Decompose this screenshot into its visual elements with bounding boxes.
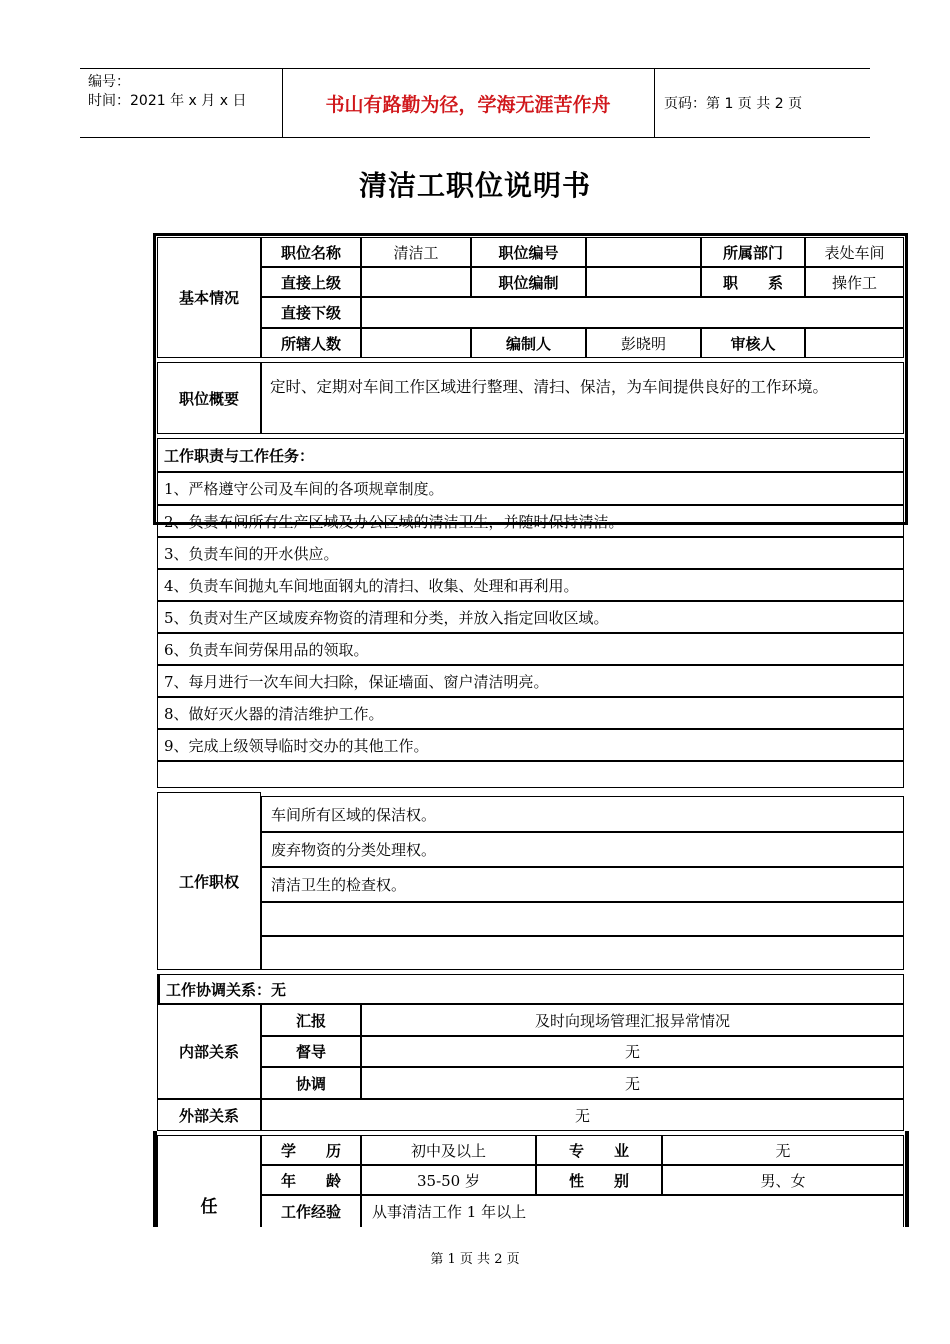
coordination-value: 无 <box>361 1036 904 1067</box>
department-label: 所属部门 <box>701 237 805 267</box>
header-motto: 书山有路勤为径，学海无涯苦作舟 <box>325 93 611 116</box>
summary-label: 职位概要 <box>157 362 261 434</box>
rank-value: 操作工 <box>805 267 904 297</box>
duty-item: 5、负责对生产区域废弃物资的清理和分类，并放入指定回收区域。 <box>157 601 904 633</box>
subordinate-value <box>361 297 904 328</box>
coordination-type-label: 协调 <box>261 1067 361 1099</box>
age-label: 年 龄 <box>261 1165 361 1195</box>
position-code-label: 职位编号 <box>471 237 586 267</box>
authority-item: 车间所有区域的保洁权。 <box>261 796 904 832</box>
duty-item: 7、每月进行一次车间大扫除，保证墙面、窗户清洁明亮。 <box>157 665 904 697</box>
major-label: 专 业 <box>536 1135 662 1165</box>
coordination-value: 及时向现场管理汇报异常情况 <box>361 1004 904 1036</box>
header-meta <box>88 73 278 111</box>
duty-item: 2、负责车间所有生产区域及办公区域的清洁卫生，并随时保持清洁。 <box>157 505 904 537</box>
duty-item: 6、负责车间劳保用品的领取。 <box>157 633 904 665</box>
page-footer: 第 1 页 共 2 页 <box>430 1252 520 1267</box>
authority-item <box>261 902 904 936</box>
headcount-label: 所辖人数 <box>261 328 361 358</box>
external-relations-value: 无 <box>261 1099 904 1131</box>
department-value: 表处车间 <box>805 237 904 267</box>
basic-section-label: 基本情况 <box>157 237 261 358</box>
duty-item: 9、完成上级领导临时交办的其他工作。 <box>157 729 904 761</box>
coordination-type-label: 汇报 <box>261 1004 361 1036</box>
duty-item <box>157 761 904 788</box>
authority-item <box>261 936 904 970</box>
coordination-type-label: 督导 <box>261 1036 361 1067</box>
staffing-value <box>586 267 701 297</box>
age-value: 35-50 岁 <box>361 1165 536 1195</box>
staffing-label: 职位编制 <box>471 267 586 297</box>
author-label: 编制人 <box>471 328 586 358</box>
authority-item: 清洁卫生的检查权。 <box>261 867 904 902</box>
authority-label: 工作职权 <box>157 792 261 970</box>
internal-relations-label: 内部关系 <box>157 1004 261 1099</box>
headcount-value <box>361 328 471 358</box>
major-value: 无 <box>662 1135 904 1165</box>
qualification-section-label: 任 <box>157 1135 261 1227</box>
duty-item: 4、负责车间抛丸车间地面钢丸的清扫、收集、处理和再利用。 <box>157 569 904 601</box>
education-label: 学 历 <box>261 1135 361 1165</box>
superior-value <box>361 267 471 297</box>
number-label: 编号： <box>88 74 130 90</box>
gender-value: 男、女 <box>662 1165 904 1195</box>
experience-value: 从事清洁工作 1 年以上 <box>361 1195 904 1227</box>
header-page-info: 页码：第 1 页 共 2 页 <box>664 96 803 112</box>
duty-item: 1、严格遵守公司及车间的各项规章制度。 <box>157 472 904 505</box>
position-name-label: 职位名称 <box>261 237 361 267</box>
page-title: 清洁工职位说明书 <box>358 169 591 202</box>
time-label: 时间：2021 年 x 月 x 日 <box>88 93 247 109</box>
reviewer-label: 审核人 <box>701 328 805 358</box>
position-code-value <box>586 237 701 267</box>
author-value: 彭晓明 <box>586 328 701 358</box>
duty-item: 8、做好灭火器的清洁维护工作。 <box>157 697 904 729</box>
position-name-value: 清洁工 <box>361 237 471 267</box>
education-value: 初中及以上 <box>361 1135 536 1165</box>
experience-label: 工作经验 <box>261 1195 361 1227</box>
subordinate-label: 直接下级 <box>261 297 361 328</box>
duty-item: 3、负责车间的开水供应。 <box>157 537 904 569</box>
coordination-header: 工作协调关系：无 <box>157 974 904 1004</box>
duties-header: 工作职责与工作任务： <box>157 438 904 472</box>
superior-label: 直接上级 <box>261 267 361 297</box>
external-relations-label: 外部关系 <box>157 1099 261 1131</box>
summary-text: 定时、定期对车间工作区域进行整理、清扫、保洁，为车间提供良好的工作环境。 <box>261 362 904 434</box>
coordination-value: 无 <box>361 1067 904 1099</box>
reviewer-value <box>805 328 904 358</box>
authority-item: 废弃物资的分类处理权。 <box>261 832 904 867</box>
rank-label: 职 系 <box>701 267 805 297</box>
gender-label: 性 别 <box>536 1165 662 1195</box>
document-header <box>80 68 870 138</box>
